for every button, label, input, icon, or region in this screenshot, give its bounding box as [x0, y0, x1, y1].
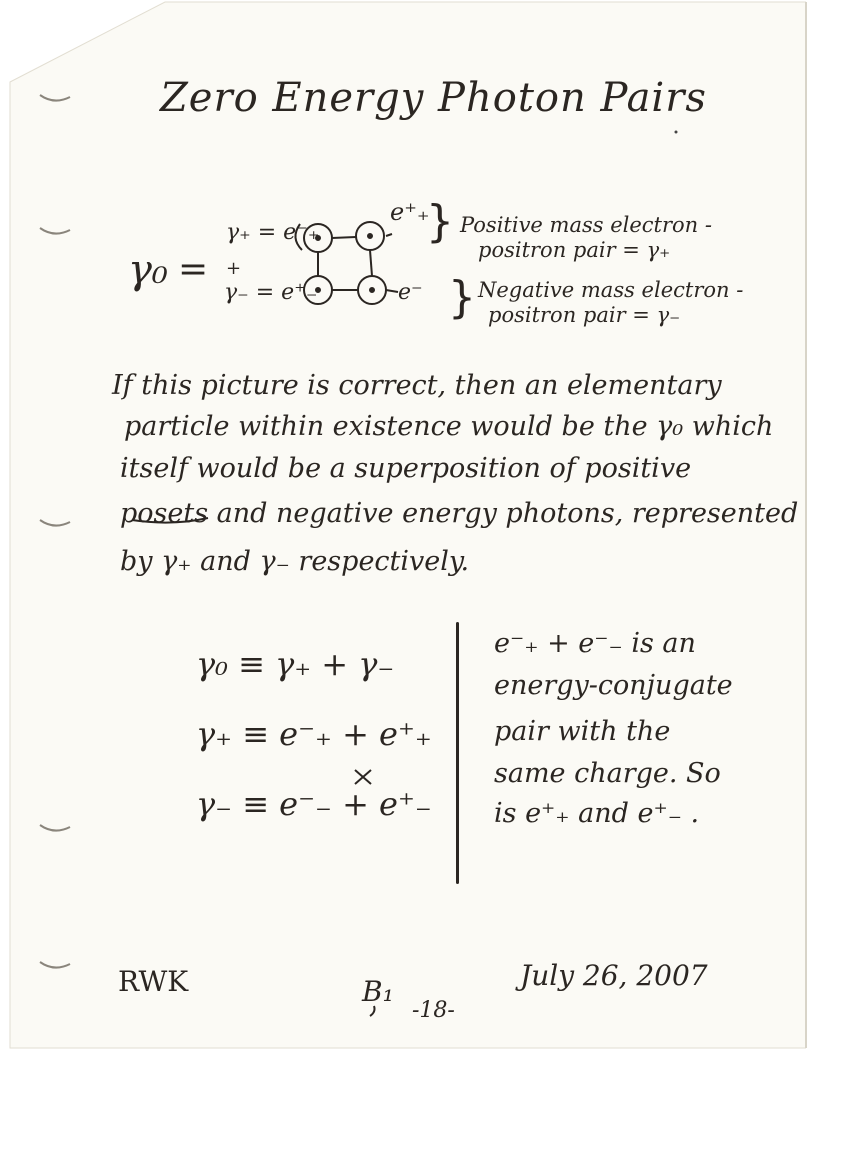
equation-gamma-zero: γ₀ ≡ γ₊ + γ₋ [196, 645, 395, 683]
page-title: Zero Energy Photon Pairs [160, 75, 707, 121]
note-negative-line-1: Negative mass electron - [478, 278, 744, 302]
gamma-plus-label: γ₊ = e⁻₊ [226, 220, 320, 245]
paragraph-line: itself would be a superposition of positive [120, 453, 692, 484]
paragraph-line: If this picture is correct, then an elementary [112, 370, 722, 401]
section-label: B₁ [362, 975, 394, 1008]
equation-gamma-minus: γ₋ ≡ e⁻₋ + e⁺₋ [196, 785, 432, 823]
paper-right-shadow [806, 0, 850, 1169]
author-initials: RWK [118, 965, 189, 998]
side-note-line: energy-conjugate [494, 670, 733, 701]
positron-right-label: e⁺₊ [390, 198, 430, 226]
paragraph-line: posets and negative energy photons, represented [120, 498, 799, 529]
side-note-line: pair with the [494, 716, 671, 747]
vertical-divider [456, 622, 459, 884]
paragraph-line: by γ₊ and γ₋ respectively. [120, 546, 470, 577]
side-note-line: is e⁺₊ and e⁺₋ . [494, 798, 700, 829]
gamma-plus-sign: + [226, 258, 242, 279]
electron-right-label: e⁻ [398, 280, 423, 305]
curly-brace-negative: } [448, 272, 476, 323]
page-number: -18- [412, 998, 455, 1023]
note-positive-line-1: Positive mass electron - [460, 213, 712, 237]
side-note-line: same charge. So [494, 758, 721, 789]
equation-gamma-plus: γ₊ ≡ e⁻₊ + e⁺₊ [196, 715, 432, 753]
note-positive-line-2: positron pair = γ₊ [478, 238, 671, 262]
side-note-line: e⁻₊ + e⁻₋ is an [494, 628, 696, 659]
note-negative-line-2: positron pair = γ₋ [488, 303, 681, 327]
gamma-zero-symbol: γ₀ [128, 247, 168, 293]
page-date: July 26, 2007 [520, 959, 708, 992]
gamma-minus-label: γ₋ = e⁺₋ [224, 280, 318, 305]
equals-sign: = [178, 249, 209, 290]
curly-brace-positive: } [426, 196, 454, 247]
paragraph-line: particle within existence would be the γ₀ which [124, 411, 774, 442]
